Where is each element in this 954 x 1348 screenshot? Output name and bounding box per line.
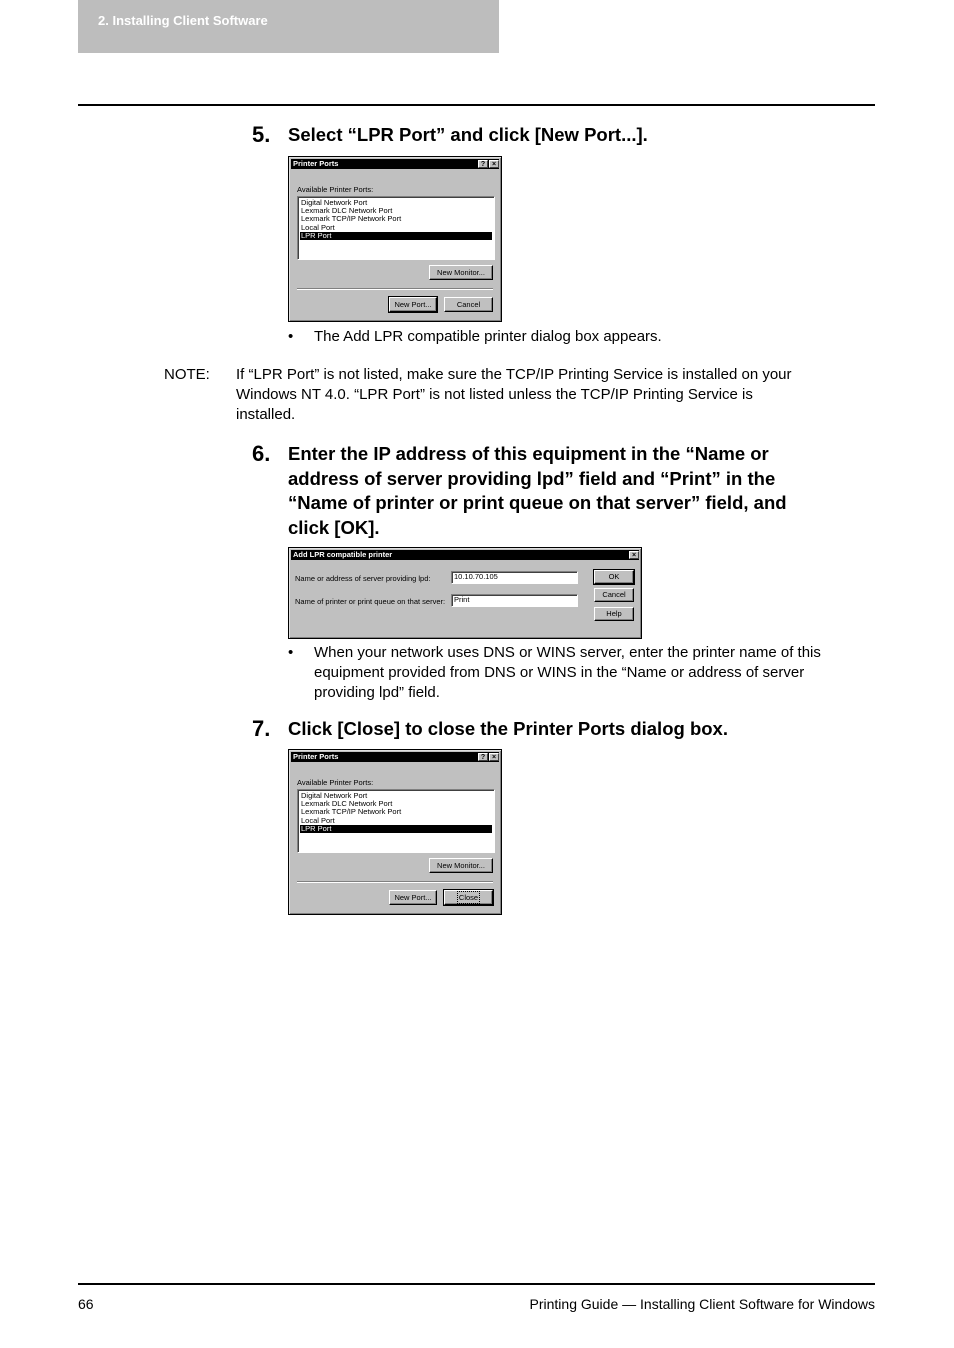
queue-name-input[interactable]: Print xyxy=(451,594,578,607)
close-icon[interactable]: × xyxy=(489,753,499,761)
step-5-text: Select “LPR Port” and click [New Port...]. xyxy=(288,124,648,145)
queue-name-label: Name of printer or print queue on that server: xyxy=(295,597,446,606)
note-line: If “LPR Port” is not listed, make sure the TCP/IP Printing Service is installed on your xyxy=(236,366,792,383)
new-monitor-button[interactable]: New Monitor... xyxy=(429,265,493,280)
help-icon[interactable]: ? xyxy=(478,753,488,761)
list-item[interactable]: Lexmark TCP/IP Network Port xyxy=(301,807,402,816)
step-6-line: “Name of printer or print queue on that server” field, and xyxy=(288,492,787,513)
dialog-titlebar xyxy=(291,752,499,762)
add-lpr-dialog xyxy=(288,547,642,639)
step-6-line: address of server providing lpd” field and “Print” in the xyxy=(288,467,776,489)
close-button[interactable] xyxy=(444,890,493,905)
top-rule xyxy=(78,104,875,106)
help-icon[interactable]: ? xyxy=(478,160,488,168)
dialog-titlebar xyxy=(291,550,639,560)
dialog-title: Add LPR compatible printer xyxy=(293,550,393,559)
dialog-title: Printer Ports xyxy=(293,159,339,168)
step-6-line: Enter the IP address of this equipment in the “Name or xyxy=(288,443,769,464)
step-5-number: 5. xyxy=(252,122,271,147)
ok-button[interactable]: OK xyxy=(594,570,634,584)
list-item[interactable]: Lexmark TCP/IP Network Port xyxy=(301,214,402,223)
divider xyxy=(297,288,493,290)
note-text xyxy=(236,365,866,425)
dialog-title: Printer Ports xyxy=(293,752,339,761)
printer-ports-dialog xyxy=(288,156,502,322)
close-icon[interactable]: × xyxy=(629,551,639,559)
available-ports-label: Available Printer Ports: xyxy=(297,778,374,787)
available-ports-label: Available Printer Ports: xyxy=(297,185,374,194)
note-label: NOTE: xyxy=(164,366,210,383)
cancel-button[interactable]: Cancel xyxy=(444,297,493,312)
bottom-rule xyxy=(78,1283,875,1285)
bullet-marker: • xyxy=(288,328,294,345)
printer-ports-dialog-close xyxy=(288,749,502,915)
divider xyxy=(297,881,493,883)
bullet-text xyxy=(314,643,879,703)
note-line: Windows NT 4.0. “LPR Port” is not listed unless the TCP/IP Printing Service is xyxy=(236,386,753,403)
cancel-button[interactable]: Cancel xyxy=(594,588,634,602)
new-port-button[interactable]: New Port... xyxy=(389,297,437,312)
list-item[interactable]: Local Port xyxy=(301,816,335,825)
step-6-number: 6. xyxy=(252,441,271,466)
step-6-line: click [OK]. xyxy=(288,516,380,538)
server-name-input[interactable]: 10.10.70.105 xyxy=(451,571,578,584)
list-item[interactable]: Digital Network Port xyxy=(301,791,368,800)
section-title: 2. Installing Client Software xyxy=(98,13,268,28)
step-7-text: Click [Close] to close the Printer Ports dialog box. xyxy=(288,718,728,739)
step-6-text xyxy=(288,442,858,540)
list-item[interactable]: Local Port xyxy=(301,223,335,232)
bullet-line: When your network uses DNS or WINS server, enter the printer name of this xyxy=(314,644,821,661)
list-item-selected[interactable]: LPR Port xyxy=(300,232,492,240)
section-header-tab xyxy=(78,0,499,53)
bullet-marker: • xyxy=(288,644,294,661)
page-number: 66 xyxy=(78,1296,94,1312)
bullet-line: providing lpd” field. xyxy=(314,684,440,701)
new-port-button[interactable]: New Port... xyxy=(389,890,437,905)
bullet-text: The Add LPR compatible printer dialog box appears. xyxy=(314,328,662,345)
footer-title: Printing Guide — Installing Client Software for Windows xyxy=(529,1296,875,1312)
bullet-line: equipment provided from DNS or WINS in the “Name or address of server xyxy=(314,664,805,681)
list-item[interactable]: Digital Network Port xyxy=(301,198,368,207)
help-button[interactable]: Help xyxy=(594,607,634,621)
list-item[interactable]: Lexmark DLC Network Port xyxy=(301,206,393,215)
server-name-label: Name or address of server providing lpd: xyxy=(295,574,431,583)
close-button-label: Close xyxy=(458,893,479,902)
ports-listbox[interactable] xyxy=(297,789,495,853)
ports-listbox[interactable] xyxy=(297,196,495,260)
new-monitor-button[interactable]: New Monitor... xyxy=(429,858,493,873)
list-item[interactable]: Lexmark DLC Network Port xyxy=(301,799,393,808)
close-icon[interactable]: × xyxy=(489,160,499,168)
note-line: installed. xyxy=(236,406,296,423)
step-7-number: 7. xyxy=(252,716,271,741)
dialog-titlebar xyxy=(291,159,499,169)
list-item-selected[interactable]: LPR Port xyxy=(300,825,492,833)
